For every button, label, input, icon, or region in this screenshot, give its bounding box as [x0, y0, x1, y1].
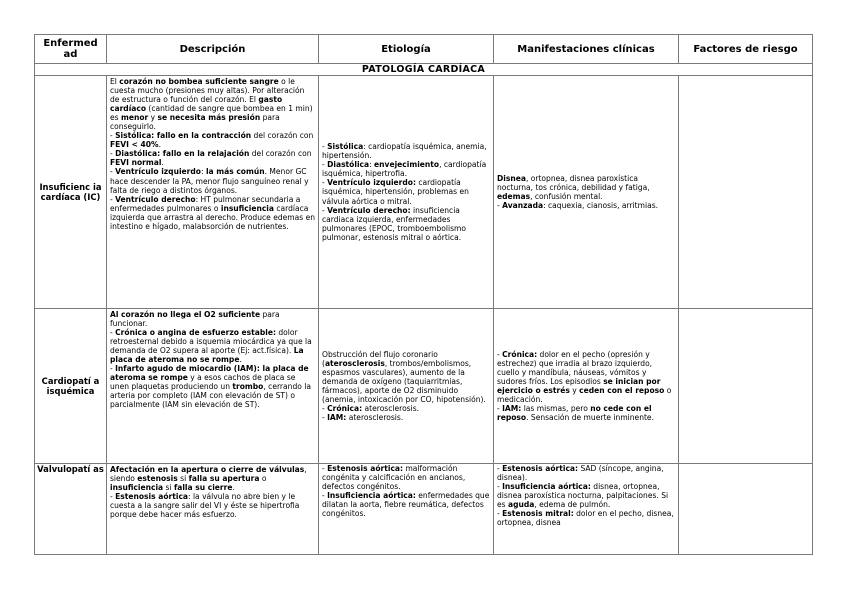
header-enfermedad: Enfermed ad [35, 35, 107, 64]
risk-factors-cell [679, 76, 813, 309]
description-cell: Al corazón no llega el O2 suficiente para funcionar. - Crónica o angina de esfuerzo estable: dolor retroesternal debido a isquemia miocárdica ya que la demanda de O2 supera al aporte (Ej: act.física). La placa de ateroma no se rompe. - Infarto agudo de miocardio (IAM): la placa de ateroma se rompe y a esos cachos de placa se unen plaquetas produciendo un trombo, cerrando la arteria por completo (IAM con elevación de ST) o parcialmente (IAM sin elevación de ST). [107, 309, 319, 464]
manifestations-cell: - Crónica: dolor en el pecho (opresión y estrechez) que irradia al brazo izquierdo, cuello y mandíbula, náuseas, vómitos y sudores fríos. Los episodios se inician por ejercicio o estrés y ceden con el reposo o medicación. - IAM: las mismas, pero no cede con el reposo. Sensación de muerte inminente. [494, 309, 679, 464]
table-row [35, 464, 813, 555]
table-row [35, 309, 813, 464]
document-page [34, 34, 813, 555]
manifestations-cell: - Estenosis aórtica: SAD (síncope, angina, disnea). - Insuficiencia aórtica: disnea, ortopnea, disnea paroxística nocturna, palpitaciones. Si es aguda, edema de pulmón. - Estenosis mitral: dolor en el pecho, disnea, ortopnea, disnea [494, 464, 679, 555]
header-manifestaciones: Manifestaciones clínicas [494, 35, 679, 64]
section-title: PATOLOGÍA CARDÍACA [35, 64, 813, 76]
description-cell: El corazón no bombea suficiente sangre o le cuesta mucho (presiones muy altas). Por alteración de estructura o función del corazón. El gasto cardíaco (cantidad de sangre que bombea en 1 min) es menor y se necesita más presión para conseguirlo. - Sistólica: fallo en la contracción del corazón con FEVI < 40%. - Diastólica: fallo en la relajación del corazón con FEVI normal. - Ventrículo izquierdo: la más común. Menor GC hace descender la PA, menor flujo sanguíneo renal y falta de riego a distintos órganos. - Ventrículo derecho: HT pulmonar secundaria a enfermedades pulmonares o insuficiencia cardíaca izquierda que arrastra al derecho. Produce edemas en intestino e hígado, malabsorción de nutrientes. [107, 76, 319, 309]
disease-name: Insuficienc ia cardíaca (IC) [35, 76, 107, 309]
etiology-cell: - Sistólica: cardiopatía isquémica, anemia, hipertensión. - Diastólica: envejecimiento, cardiopatía isquémica, hipertrofia. - Ventrículo izquierdo: cardiopatía isquémica, hipertensión, problemas en válvula aórtica o mitral. - Ventrículo derecho: insuficiencia cardiaca izquierda, enfermedades pulmonares (EPOC, tromboembolismo pulmonar, estenosis mitral o aórtica. [319, 76, 494, 309]
header-row [35, 35, 813, 64]
risk-factors-cell [679, 309, 813, 464]
description-cell: Afectación en la apertura o cierre de válvulas, siendo estenosis si falla su apertura o insuficiencia si falla su cierre. - Estenosis aórtica: la válvula no abre bien y le cuesta a la sangre salir del VI y éste se hipertrofia porque debe hacer más esfuerzo. [107, 464, 319, 555]
disease-name: Cardiopatí a isquémica [35, 309, 107, 464]
etiology-cell: Obstrucción del flujo coronario (aterosclerosis, trombos/embolismos, espasmos vasculares), aumento de la demanda de oxígeno (taquiarritmias, fármacos), aporte de O2 disminuido (anemia, intoxicación por CO, hipotensión). - Crónica: aterosclerosis. - IAM: aterosclerosis. [319, 309, 494, 464]
manifestations-cell: Disnea, ortopnea, disnea paroxística nocturna, tos crónica, debilidad y fatiga, edemas, confusión mental. - Avanzada: caquexia, cianosis, arritmias. [494, 76, 679, 309]
header-etiologia: Etiología [319, 35, 494, 64]
header-descripcion: Descripción [107, 35, 319, 64]
disease-name: Valvulopatí as [35, 464, 107, 555]
table-row [35, 76, 813, 309]
pathology-table [34, 34, 813, 555]
header-factores: Factores de riesgo [679, 35, 813, 64]
section-row [35, 64, 813, 76]
risk-factors-cell [679, 464, 813, 555]
etiology-cell: - Estenosis aórtica: malformación congénita y calcificación en ancianos, defectos congénitos. - Insuficiencia aórtica: enfermedades que dilatan la aorta, fiebre reumática, defectos congénitos. [319, 464, 494, 555]
